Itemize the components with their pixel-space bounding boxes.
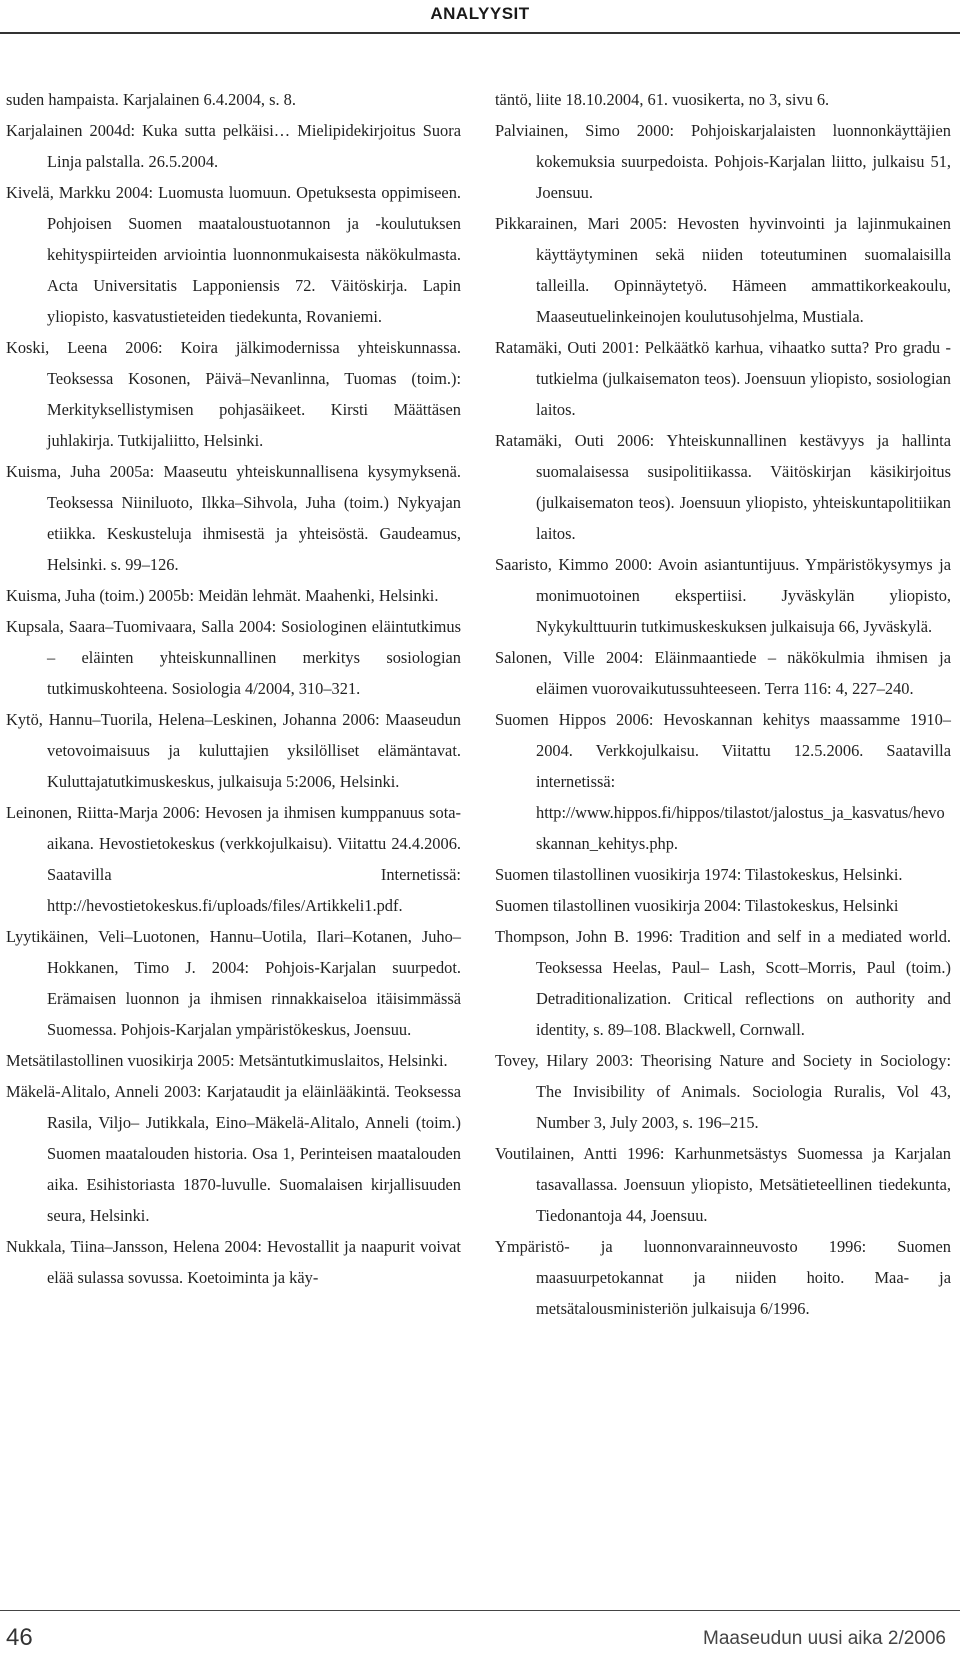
reference-entry: Kuisma, Juha (toim.) 2005b: Meidän lehmät. Maahenki, Helsinki. bbox=[6, 586, 439, 605]
reference-entry: Ratamäki, Outi 2006: Yhteiskunnallinen kestävyys ja hallinta suomalaisessa susipolitiikassa. Väitöskirjan käsikirjoitus (julkaisematon teos). Joensuun yliopisto, yhteiskuntapolitiikan laitos. bbox=[495, 431, 951, 543]
reference-entry: Saaristo, Kimmo 2000: Avoin asiantuntijuus. Ympäristökysymys ja monimuotoinen ekspertiisi. Jyväskylän yliopisto, Nykykulttuurin tutkimuskeskuksen julkaisuja 66, Jyväskylä. bbox=[495, 555, 951, 636]
reference-entry: suden hampaista. Karjalainen 6.4.2004, s. 8. bbox=[6, 90, 296, 109]
reference-entry: Kuisma, Juha 2005a: Maaseutu yhteiskunnallisena kysymyksenä. Teoksessa Niiniluoto, Ilkka–Sihvola, Juha (toim.) Nykyajan etiikka. Keskusteluja ihmisestä ja yhteisöstä. Gaudeamus, Helsinki. s. 99–126. bbox=[6, 462, 461, 574]
reference-entry: Suomen tilastollinen vuosikirja 2004: Tilastokeskus, Helsinki bbox=[495, 896, 899, 915]
page-footer bbox=[0, 1600, 960, 1667]
reference-entry: Ympäristö- ja luonnonvarainneuvosto 1996: Suomen maasuurpetokannat ja niiden hoito. Maa- ja metsätalousministeriön julkaisuja 6/1996. bbox=[495, 1237, 951, 1318]
reference-list-left bbox=[6, 84, 461, 1293]
reference-entry: Pikkarainen, Mari 2005: Hevosten hyvinvointi ja lajinmukainen käyttäytyminen sekä niiden toteutuminen suomalaisilla talleilla. Opinnäytetyö. Hämeen ammattikorkeakoulu, Maaseutuelinkeinojen koulutusohjelma, Mustiala. bbox=[495, 214, 951, 326]
reference-entry: Nukkala, Tiina–Jansson, Helena 2004: Hevostallit ja naapurit voivat elää sulassa sovussa. Koetoiminta ja käy- bbox=[6, 1237, 461, 1287]
reference-entry: Koski, Leena 2006: Koira jälkimodernissa yhteiskunnassa. Teoksessa Kosonen, Päivä–Nevanlinna, Tuomas (toim.): Merkityksellistymisen pohjasäikeet. Kirsti Määttäsen juhlakirja. Tutkijaliitto, Helsinki. bbox=[6, 338, 461, 450]
page-header bbox=[0, 0, 960, 44]
journal-name: Maaseudun uusi aika 2/2006 bbox=[703, 1628, 946, 1649]
footer-rule bbox=[0, 1610, 960, 1611]
page-number: 46 bbox=[6, 1624, 33, 1651]
reference-entry: Suomen tilastollinen vuosikirja 1974: Tilastokeskus, Helsinki. bbox=[495, 865, 903, 884]
reference-list-right bbox=[495, 84, 951, 1324]
reference-entry: Kivelä, Markku 2004: Luomusta luomuun. Opetuksesta oppimiseen. Pohjoisen Suomen maataloustuotannon ja -koulutuksen kehityspiirteiden arviointia luonnonmukaisesta näkökulmasta. Acta Universitatis Lapponiensis 72. Väitöskirja. Lapin yliopisto, kasvatustieteiden tiedekunta, Rovaniemi. bbox=[6, 183, 461, 326]
reference-entry: Suomen Hippos 2006: Hevoskannan kehitys maassamme 1910–2004. Verkkojulkaisu. Viitattu 12.5.2006. Saatavilla internetissä: http://www.hippos.fi/hippos/tilastot/jalostus_ja_kasvatus/hevoskannan_kehitys.php. bbox=[495, 710, 951, 853]
reference-entry: Kupsala, Saara–Tuomivaara, Salla 2004: Sosiologinen eläintutkimus – eläinten yhteiskunnallinen merkitys sosiologian tutkimuskohteena. Sosiologia 4/2004, 310–321. bbox=[6, 617, 461, 698]
reference-entry: Voutilainen, Antti 1996: Karhunmetsästys Suomessa ja Karjalan tasavallassa. Joensuun yliopisto, Metsätieteellinen tiedekunta, Tiedonantoja 44, Joensuu. bbox=[495, 1144, 951, 1225]
reference-entry: Palviainen, Simo 2000: Pohjoiskarjalaisten luonnonkäyttäjien kokemuksia suurpedoista. Pohjois-Karjalan liitto, julkaisu 51, Joensuu. bbox=[495, 121, 951, 202]
reference-entry: Thompson, John B. 1996: Tradition and self in a mediated world. Teoksessa Heelas, Paul– Lash, Scott–Morris, Paul (toim.) Detraditionalization. Critical reflections on authority and identity, s. 89–108. Blackwell, Cornwall. bbox=[495, 927, 951, 1039]
section-label: ANALYYSIT bbox=[430, 4, 530, 23]
reference-entry: Kytö, Hannu–Tuorila, Helena–Leskinen, Johanna 2006: Maaseudun vetovoimaisuus ja kuluttajien yksilölliset elämäntavat. Kuluttajatutkimuskeskus, julkaisuja 5:2006, Helsinki. bbox=[6, 710, 461, 791]
reference-entry: Lyytikäinen, Veli–Luotonen, Hannu–Uotila, Ilari–Kotanen, Juho–Hokkanen, Timo J. 2004: Pohjois-Karjalan suurpedot. Erämaisen luonnon ja ihmisen rinnakkaiseloa itäisimmässä Suomessa. Pohjois-Karjalan ympäristökeskus, Joensuu. bbox=[6, 927, 461, 1039]
reference-entry: täntö, liite 18.10.2004, 61. vuosikerta, no 3, sivu 6. bbox=[495, 90, 830, 109]
header-rule bbox=[0, 32, 960, 34]
reference-entry: Mäkelä-Alitalo, Anneli 2003: Karjataudit ja eläinlääkintä. Teoksessa Rasila, Viljo– Jutikkala, Eino–Mäkelä-Alitalo, Anneli (toim.) Suomen maatalouden historia. Osa 1, Perinteisen maatalouden aika. Esihistoriasta 1870-luvulle. Suomalaisen kirjallisuuden seura, Helsinki. bbox=[6, 1082, 461, 1225]
reference-entry: Salonen, Ville 2004: Eläinmaantiede – näkökulmia ihmisen ja eläimen vuorovaikutussuhteeseen. Terra 116: 4, 227–240. bbox=[495, 648, 951, 698]
reference-entry: Tovey, Hilary 2003: Theorising Nature and Society in Sociology: The Invisibility of Animals. Sociologia Ruralis, Vol 43, Number 3, July 2003, s. 196–215. bbox=[495, 1051, 951, 1132]
reference-entry: Leinonen, Riitta-Marja 2006: Hevosen ja ihmisen kumppanuus sota-aikana. Hevostietokeskus (verkkojulkaisu). Viitattu 24.4.2006. Saatavilla Internetissä: http://hevostietokeskus.fi/uploads/files/Artikkeli1.pdf. bbox=[6, 803, 461, 915]
reference-entry: Ratamäki, Outi 2001: Pelkäätkö karhua, vihaatko sutta? Pro gradu -tutkielma (julkaisematon teos). Joensuun yliopisto, sosiologian laitos. bbox=[495, 338, 951, 419]
reference-entry: Karjalainen 2004d: Kuka sutta pelkäisi… Mielipidekirjoitus Suora Linja palstalla. 26.5.2004. bbox=[6, 121, 461, 171]
reference-entry: Metsätilastollinen vuosikirja 2005: Metsäntutkimuslaitos, Helsinki. bbox=[6, 1051, 448, 1070]
